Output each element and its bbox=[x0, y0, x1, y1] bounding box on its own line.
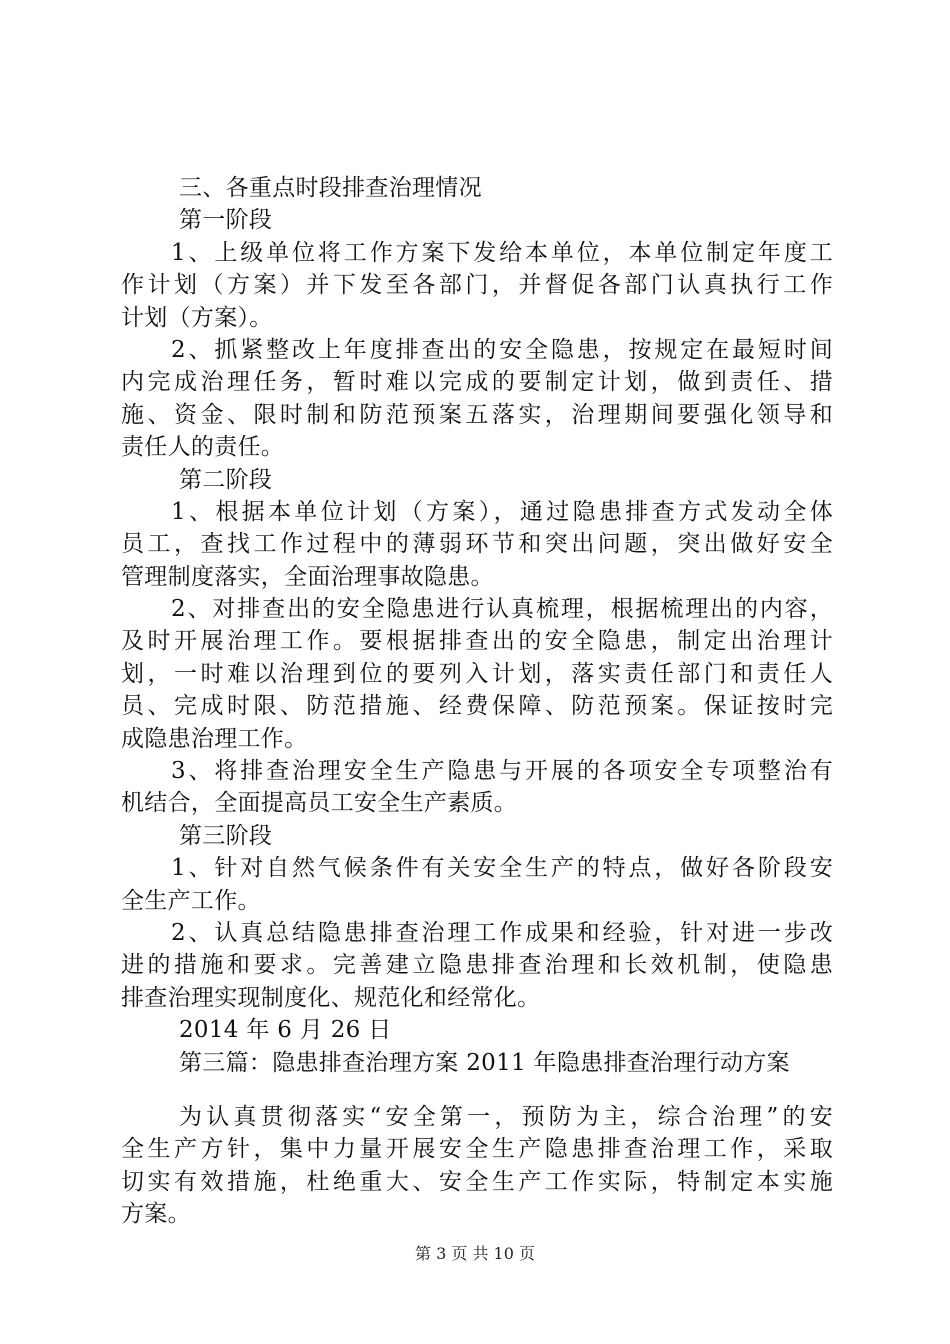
paragraph-line: 2、抓紧整改上年度排查出的安全隐患，按规定在最短时间 bbox=[171, 336, 833, 363]
paragraph-line: 3、将排查治理安全生产隐患与开展的各项安全专项整治有 bbox=[171, 758, 833, 785]
paragraph-line: 施、资金、限时制和防范预案五落实，治理期间要强化领导和 bbox=[121, 401, 833, 428]
document-date: 2014 年 6 月 26 日 bbox=[179, 1017, 392, 1044]
page-footer: 第 3 页 共 10 页 bbox=[415, 1244, 535, 1263]
paragraph-line: 2、认真总结隐患排查治理工作成果和经验，针对进一步改 bbox=[171, 919, 833, 946]
paragraph-line: 及时开展治理工作。要根据排查出的安全隐患，制定出治理计 bbox=[121, 628, 833, 655]
paragraph-line: 全生产工作。 bbox=[121, 887, 261, 914]
paragraph-line: 责任人的责任。 bbox=[121, 434, 285, 461]
paragraph-line: 内完成治理任务，暂时难以完成的要制定计划，做到责任、措 bbox=[121, 369, 833, 396]
section-heading: 三、各重点时段排查治理情况 bbox=[179, 175, 482, 201]
paragraph-line: 全生产方针，集中力量开展安全生产隐患排查治理工作，采取 bbox=[121, 1136, 833, 1163]
chapter-title: 第三篇：隐患排查治理方案 2011 年隐患排查治理行动方案 bbox=[179, 1049, 790, 1076]
paragraph-line: 1、上级单位将工作方案下发给本单位，本单位制定年度工 bbox=[171, 239, 833, 266]
stage-heading: 第三阶段 bbox=[179, 822, 273, 849]
document-body bbox=[121, 172, 833, 1231]
paragraph-line: 排查治理实现制度化、规范化和经常化。 bbox=[121, 984, 541, 1011]
spacer bbox=[121, 1079, 833, 1101]
paragraph-line: 方案。 bbox=[121, 1201, 191, 1228]
paragraph-line: 成隐患治理工作。 bbox=[121, 725, 308, 752]
paragraph-line: 划，一时难以治理到位的要列入计划，落实责任部门和责任人 bbox=[121, 660, 833, 687]
paragraph-line: 2、对排查出的安全隐患进行认真梳理，根据梳理出的内容， bbox=[171, 596, 833, 623]
paragraph-line: 进的措施和要求。完善建立隐患排查治理和长效机制，使隐患 bbox=[121, 952, 833, 979]
paragraph-line: 员、完成时限、防范措施、经费保障、防范预案。保证按时完 bbox=[121, 693, 833, 720]
paragraph-line: 员工，查找工作过程中的薄弱环节和突出问题，突出做好安全 bbox=[121, 531, 833, 558]
stage-heading: 第二阶段 bbox=[179, 466, 273, 493]
paragraph-line: 管理制度落实，全面治理事故隐患。 bbox=[121, 563, 494, 590]
paragraph-line: 1、针对自然气候条件有关安全生产的特点，做好各阶段安 bbox=[171, 855, 833, 882]
paragraph-line: 计划（方案）。 bbox=[121, 304, 273, 331]
paragraph-line: 1、根据本单位计划（方案），通过隐患排查方式发动全体 bbox=[171, 498, 833, 525]
paragraph-line: 机结合，全面提高员工安全生产素质。 bbox=[121, 790, 518, 817]
paragraph-line: 作计划（方案）并下发至各部门，并督促各部门认真执行工作 bbox=[121, 272, 833, 299]
stage-heading: 第一阶段 bbox=[179, 207, 273, 234]
paragraph-line: 为认真贯彻落实“安全第一，预防为主，综合治理”的安 bbox=[179, 1103, 833, 1130]
paragraph-line: 切实有效措施，杜绝重大、安全生产工作实际，特制定本实施 bbox=[121, 1168, 833, 1195]
